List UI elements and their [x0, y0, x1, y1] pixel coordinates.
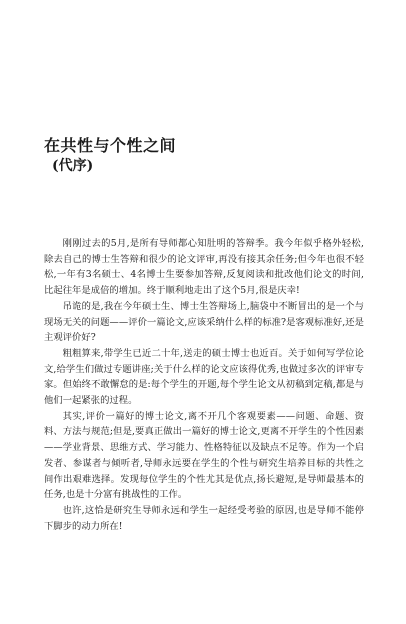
body-text	[44, 236, 364, 534]
paragraph-2: 吊诡的是,我在今年硕士生、博士生答辩场上,脑袋中不断冒出的是一个与现场无关的问题——评价一篇论文,应该采纳什么样的标准?是客观标准好,还是主观评价好?	[44, 300, 364, 344]
paragraph-3: 粗粗算来,带学生已近二十年,送走的硕士博士也近百。关于如何写学位论文,给学生们做过专题讲座;关于什么样的论文应该得优秀,也做过多次的评审专家。但始终不敢懈怠的是:每个学生的开题,每个学生论文从初稿到定稿,都是与他们一起紧张的过程。	[44, 347, 364, 407]
paragraph-1: 刚刚过去的5月,是所有导师都心知肚明的答辩季。我今年似乎格外轻松,除去自己的博士生答辩和很少的论文评审,再没有接其余任务;但今年也很不轻松,一年有3名硕士、4名博士生要参加答辩,反复阅读和批改他们论文的时间,比起往年是成倍的增加。终于顺利地走出了这个5月,很是庆幸!	[44, 238, 364, 297]
page-title: 在共性与个性之间	[44, 136, 177, 155]
paragraph-4: 其实,评价一篇好的博士论文,离不开几个客观要素——问题、命题、资料、方法与规范;但是,要真正做出一篇好的博士论文,更离不开学生的个性因素——学业背景、思维方式、学习能力、性格特征以及缺点不足等。作为一个启发者、参谋者与倾听者,导师永远要在学生的个性与研究生培养目标的共性之间作出艰难选择。发现每位学生的个性尤其是优点,扬长避短,是导师最基本的任务,也是十分富有挑战性的工作。	[44, 410, 364, 501]
page-subtitle: (代序)	[52, 158, 94, 174]
paragraph-5: 也许,这恰是研究生导师永远和学生一起经受考验的原因,也是导师不能停下脚步的动力所在!	[44, 504, 364, 532]
